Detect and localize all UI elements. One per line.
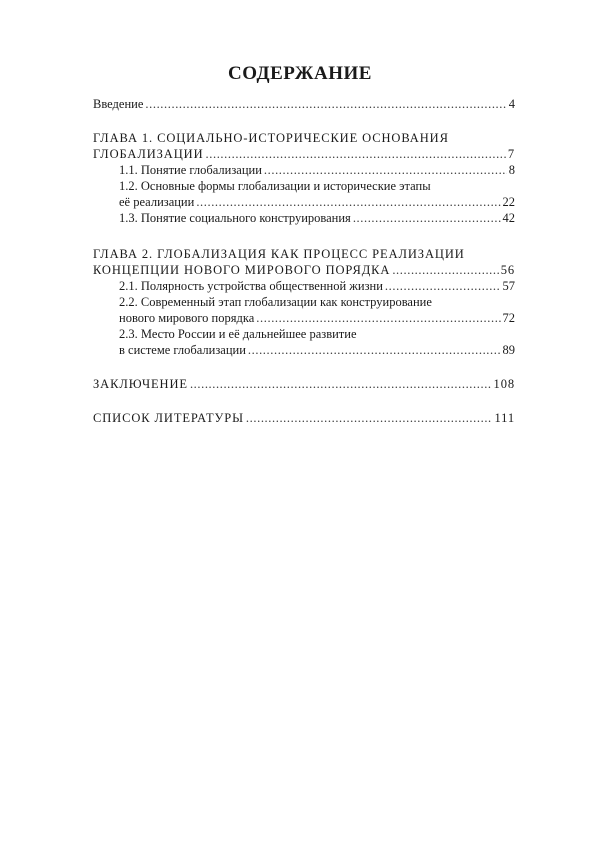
toc-entry-label: 1.3. Понятие социального конструирования [119, 211, 351, 225]
toc-entry-1-2[interactable] [93, 178, 515, 210]
toc-entry-label: СПИСОК ЛИТЕРАТУРЫ [93, 411, 244, 425]
toc-entry-1-3[interactable] [93, 210, 515, 226]
toc-page-number: 108 [493, 377, 515, 391]
toc-entry-2-1[interactable] [93, 278, 515, 294]
toc-entry-label-cont: КОНЦЕПЦИИ НОВОГО МИРОВОГО ПОРЯДКА [93, 263, 391, 277]
toc-page-number: 7 [507, 147, 515, 161]
toc-page-number: 8 [508, 163, 515, 177]
toc-entry-label: 2.3. Место России и её дальнейшее развитие [119, 327, 357, 341]
toc-entry-label: ГЛАВА 2. ГЛОБАЛИЗАЦИЯ КАК ПРОЦЕСС РЕАЛИЗАЦИИ [93, 247, 465, 261]
dot-leader [248, 342, 501, 358]
dot-leader [392, 262, 498, 278]
toc-entry-label-cont: ГЛОБАЛИЗАЦИИ [93, 147, 204, 161]
table-of-contents [93, 96, 515, 426]
page-title: СОДЕРЖАНИЕ [228, 63, 372, 84]
toc-page-number: 57 [502, 279, 515, 293]
toc-entry-intro[interactable] [93, 96, 515, 112]
toc-entry-2-3[interactable] [93, 326, 515, 358]
dot-leader [246, 410, 493, 426]
toc-entry-2-2[interactable] [93, 294, 515, 326]
toc-entry-label: 1.1. Понятие глобализации [119, 163, 262, 177]
toc-page-number: 89 [502, 343, 515, 357]
toc-entry-chapter-1[interactable] [93, 130, 515, 162]
toc-page-number: 56 [500, 263, 515, 277]
toc-entry-label: 1.2. Основные формы глобализации и исторические этапы [119, 179, 431, 193]
dot-leader [264, 162, 507, 178]
toc-entry-label: ГЛАВА 1. СОЦИАЛЬНО-ИСТОРИЧЕСКИЕ ОСНОВАНИЯ [93, 131, 449, 145]
toc-entry-label-cont: её реализации [119, 195, 195, 209]
dot-leader [206, 146, 506, 162]
toc-page-number: 42 [502, 211, 515, 225]
toc-page-number: 22 [502, 195, 515, 209]
toc-entry-conclusion[interactable] [93, 376, 515, 392]
dot-leader [385, 278, 501, 294]
toc-entry-label: 2.1. Полярность устройства общественной жизни [119, 279, 383, 293]
toc-page-number: 72 [502, 311, 515, 325]
toc-entry-label-cont: в системе глобализации [119, 343, 246, 357]
dot-leader [353, 210, 501, 226]
toc-entry-label: ЗАКЛЮЧЕНИЕ [93, 377, 188, 391]
toc-entry-label-cont: нового мирового порядка [119, 311, 255, 325]
dot-leader [196, 194, 500, 210]
toc-page-number: 4 [508, 97, 515, 111]
dot-leader [145, 96, 506, 112]
dot-leader [190, 376, 492, 392]
dot-leader [256, 310, 500, 326]
toc-entry-1-1[interactable] [93, 162, 515, 178]
toc-entry-chapter-2[interactable] [93, 246, 515, 278]
toc-page-number: 111 [494, 411, 515, 425]
toc-entry-label: Введение [93, 97, 144, 111]
toc-entry-label: 2.2. Современный этап глобализации как конструирование [119, 295, 432, 309]
toc-entry-references[interactable] [93, 410, 515, 426]
